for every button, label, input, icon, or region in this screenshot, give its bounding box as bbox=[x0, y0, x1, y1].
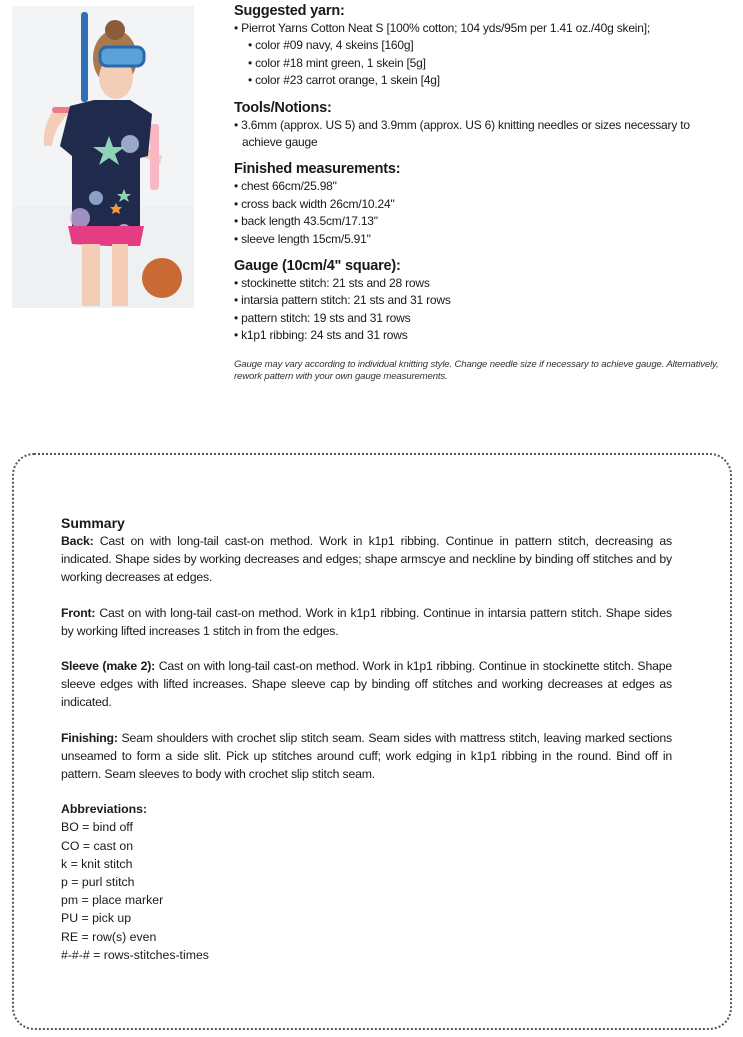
abbreviation-item: BO = bind off bbox=[61, 820, 133, 835]
gauge-section bbox=[234, 257, 734, 384]
abbreviation-item: RE = row(s) even bbox=[61, 929, 157, 944]
summary-content bbox=[61, 514, 672, 964]
summary-title: Summary bbox=[61, 515, 125, 531]
measurements-title: Finished measurements: bbox=[234, 161, 401, 178]
gauge-note: Gauge may vary according to individual knitting style. Change needle size if necessary to achieve gauge. Alternatively, rework pattern with your own gauge measurements. bbox=[234, 358, 719, 383]
summary-finishing bbox=[61, 729, 672, 784]
abbreviations-title: Abbreviations: bbox=[61, 802, 148, 817]
abbreviation-item: k = knit stitch bbox=[61, 856, 133, 871]
summary-back bbox=[61, 532, 672, 587]
section-label: Back: bbox=[61, 534, 94, 548]
measurement-item: • cross back width 26cm/10.24" bbox=[234, 196, 395, 211]
gauge-item: • k1p1 ribbing: 24 sts and 31 rows bbox=[234, 328, 408, 343]
section-text: Cast on with long-tail cast-on method. Work in k1p1 ribbing. Continue in pattern stitch, decreasing as indicated. Shape sides by working decreases and edges; shape armscye and neckline by binding off stitches and by working decreases at edges. bbox=[61, 534, 672, 585]
gauge-item: • intarsia pattern stitch: 21 sts and 31 rows bbox=[234, 293, 451, 308]
tools-item: • 3.6mm (approx. US 5) and 3.9mm (approx. US 6) knitting needles or sizes necessary to achieve gauge bbox=[234, 117, 690, 150]
abbreviation-item: pm = place marker bbox=[61, 893, 164, 908]
abbreviation-item: PU = pick up bbox=[61, 911, 132, 926]
abbreviation-item: CO = cast on bbox=[61, 838, 134, 853]
tools-title: Tools/Notions: bbox=[234, 99, 332, 116]
section-text: Cast on with long-tail cast-on method. Work in k1p1 ribbing. Continue in intarsia pattern stitch. Shape sides by working lifted increases 1 stitch in from the edges. bbox=[61, 605, 672, 638]
section-text: Seam shoulders with crochet slip stitch seam. Seam sides with mattress stitch, leaving marked sections unseamed to form a side slit. Pick up stitches around cuff; work edging in k1p1 ribbing in the round. Bind off in pattern. Seam sleeves to body with crochet slip stitch seam. bbox=[61, 730, 672, 782]
child-photo-illustration bbox=[12, 6, 194, 308]
section-label: Front: bbox=[61, 605, 96, 620]
abbreviation-item: p = purl stitch bbox=[61, 875, 135, 890]
measurements-section bbox=[234, 160, 734, 248]
yarn-color-item: • color #09 navy, 4 skeins [160g] bbox=[248, 38, 414, 53]
abbreviations-section bbox=[61, 800, 672, 964]
yarn-color-item: • color #18 mint green, 1 skein [5g] bbox=[248, 55, 426, 70]
materials-info bbox=[234, 2, 734, 393]
section-label: Sleeve (make 2): bbox=[61, 659, 156, 674]
gauge-item: • stockinette stitch: 21 sts and 28 rows bbox=[234, 276, 430, 291]
tools-section bbox=[234, 99, 734, 152]
gauge-item: • pattern stitch: 19 sts and 31 rows bbox=[234, 310, 411, 325]
gauge-title: Gauge (10cm/4" square): bbox=[234, 258, 401, 275]
measurement-item: • sleeve length 15cm/5.91" bbox=[234, 231, 371, 246]
summary-sleeve bbox=[61, 657, 672, 712]
section-label: Finishing: bbox=[61, 730, 118, 745]
suggested-yarn-section bbox=[234, 2, 734, 90]
summary-front bbox=[61, 604, 672, 640]
measurement-item: • chest 66cm/25.98" bbox=[234, 179, 337, 194]
abbreviation-item: #-#-# = rows-stitches-times bbox=[61, 947, 209, 962]
suggested-yarn-title: Suggested yarn: bbox=[234, 3, 345, 19]
measurement-item: • back length 43.5cm/17.13" bbox=[234, 214, 378, 229]
yarn-color-item: • color #23 carrot orange, 1 skein [4g] bbox=[248, 73, 440, 88]
pattern-photo bbox=[12, 6, 194, 308]
section-text: Cast on with long-tail cast-on method. Work in k1p1 ribbing. Continue in stockinette stitch. Shape sleeve edges with lifted increases. Shape sleeve cap by binding off stitches and working decreases at edges as indicated. bbox=[61, 659, 672, 710]
yarn-main: • Pierrot Yarns Cotton Neat S [100% cotton; 104 yds/95m per 1.41 oz./40g skein]; bbox=[234, 21, 651, 35]
